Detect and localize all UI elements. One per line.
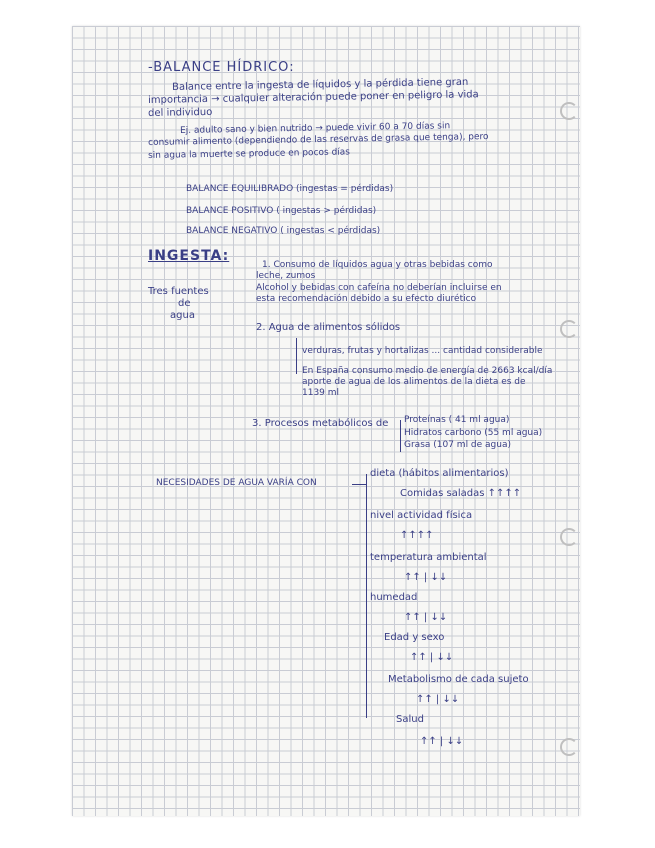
need-detail: ↑↑ | ↓↓ — [420, 736, 464, 747]
need-factor: temperatura ambiental — [370, 552, 487, 563]
need-detail: ↑↑ | ↓↓ — [416, 694, 460, 705]
intro-line: importancia → cualquier alteración puede poner en peligro la vida — [148, 89, 479, 106]
needs-brace — [366, 474, 367, 718]
source3-title: 3. Procesos metabólicos de — [252, 418, 389, 429]
source3-brace — [400, 420, 401, 452]
source2-item: aporte de agua de los alimentos de la dieta es de — [302, 377, 526, 387]
source2-item: En España consumo medio de energía de 2663 kcal/día — [302, 366, 553, 376]
balance-positivo: BALANCE POSITIVO ( ingestas > pérdidas) — [186, 206, 377, 216]
need-detail: ↑↑↑↑ — [400, 530, 434, 541]
source1-line: esta recomendación debido a su efecto diurético — [256, 294, 477, 304]
sources-label-line: Tres fuentes — [148, 286, 209, 297]
sources-label-line: agua — [170, 310, 195, 321]
page-title: -BALANCE HÍDRICO: — [148, 60, 295, 75]
source1-line: 1. Consumo de líquidos agua y otras bebidas como — [262, 260, 493, 270]
source2-item: 1139 ml — [302, 388, 340, 398]
adult-line: sin agua la muerte se produce en pocos días — [148, 147, 351, 161]
adult-line: Ej. adulto sano y bien nutrido → puede vivir 60 a 70 días sin — [180, 121, 451, 136]
ingesta-heading: INGESTA: — [148, 248, 230, 264]
source3-item: Proteínas ( 41 ml agua) — [404, 415, 510, 425]
need-factor: Edad y sexo — [384, 632, 445, 643]
source2-item: verduras, frutas y hortalizas ... cantidad considerable — [302, 346, 543, 356]
source1-line: leche, zumos — [256, 271, 316, 281]
source3-item: Hidratos carbono (55 ml agua) — [404, 428, 543, 438]
balance-negativo: BALANCE NEGATIVO ( ingestas < pérdidas) — [186, 226, 381, 236]
source1-line: Alcohol y bebidas con cafeína no deberían incluirse en — [256, 283, 502, 293]
binder-hole — [560, 320, 578, 338]
adult-line: consumir alimento (dependiendo de las reservas de grasa que tenga), pero — [148, 132, 489, 148]
need-factor: nivel actividad física — [370, 510, 473, 521]
need-factor: humedad — [370, 592, 418, 603]
needs-connector — [352, 484, 366, 485]
need-factor: dieta (hábitos alimentarios) — [370, 468, 509, 479]
need-detail: ↑↑ | ↓↓ — [410, 652, 454, 663]
need-detail: ↑↑ | ↓↓ — [404, 572, 448, 583]
source3-item: Grasa (107 ml de agua) — [404, 440, 512, 450]
need-detail: ↑↑ | ↓↓ — [404, 612, 448, 623]
need-detail: Comidas saladas ↑↑↑↑ — [400, 488, 522, 499]
source2-title: 2. Agua de alimentos sólidos — [256, 322, 401, 333]
intro-line: del individuo — [148, 106, 213, 119]
intro-line: Balance entre la ingesta de líquidos y la pérdida tiene gran — [172, 76, 469, 93]
binder-hole — [560, 738, 578, 756]
balance-equilibrado: BALANCE EQUILIBRADO (ingestas = pérdidas) — [186, 184, 394, 194]
need-factor: Metabolismo de cada sujeto — [388, 674, 529, 685]
needs-label: NECESIDADES DE AGUA VARÍA CON — [156, 478, 317, 488]
binder-hole — [560, 102, 578, 120]
sources-label-line: de — [178, 298, 191, 309]
source2-brace — [296, 338, 297, 374]
need-factor: Salud — [396, 714, 424, 725]
binder-hole — [560, 528, 578, 546]
